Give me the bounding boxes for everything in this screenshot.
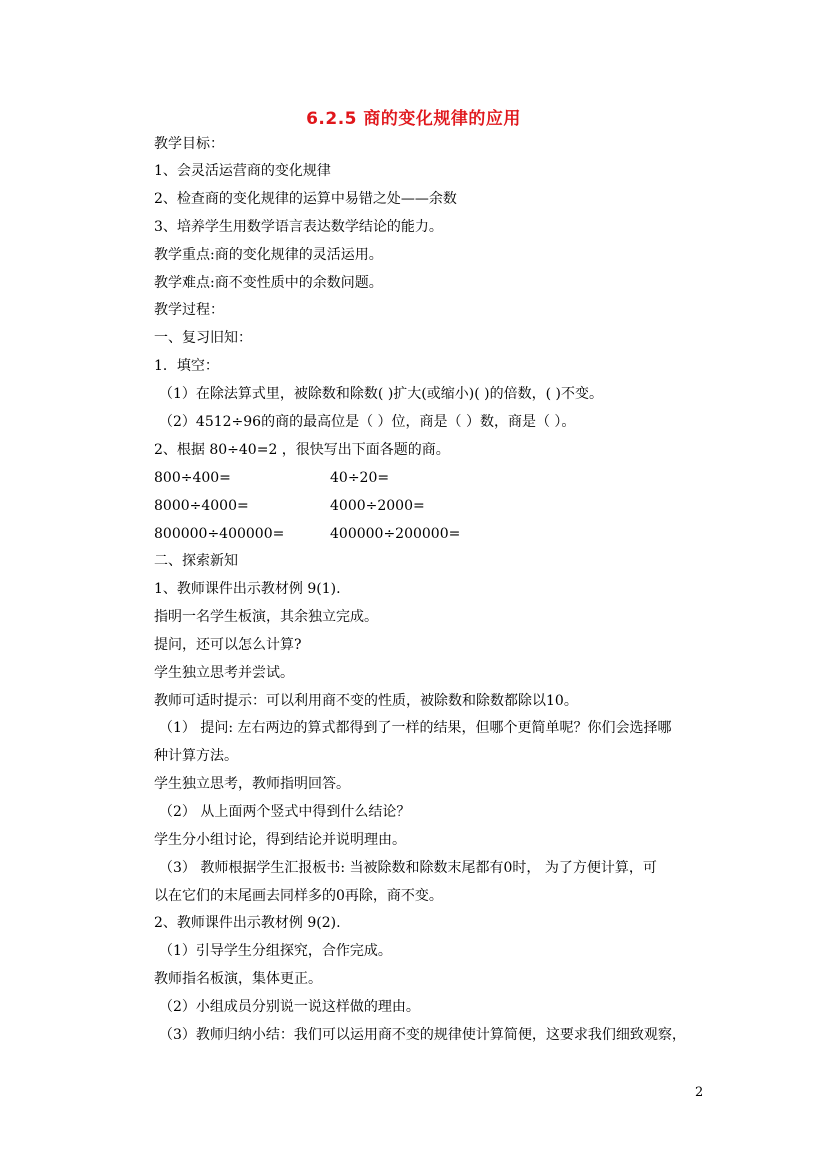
text-line: （2）小组成员分别说一说这样做的理由。 <box>159 999 420 1015</box>
text-line: 800000÷400000= <box>154 526 285 542</box>
text-line: 二、探索新知 <box>154 553 238 569</box>
text-line: 学生分小组讨论，得到结论并说明理由。 <box>154 832 406 848</box>
text-line: （1）在除法算式里，被除数和除数( )扩大(或缩小)( )的倍数，( )不变。 <box>159 386 603 402</box>
text-line: （1） 提问: 左右两边的算式都得到了一样的结果，但哪个更简单呢？你们会选择哪 <box>159 720 672 736</box>
text-line: 学生独立思考并尝试。 <box>154 665 294 681</box>
text-line: 教学重点:商的变化规律的灵活运用。 <box>154 247 383 263</box>
text-line: （3）教师归纳小结：我们可以运用商不变的规律使计算简便，这要求我们细致观察， <box>159 1027 686 1043</box>
text-line: 教师可适时提示：可以利用商不变的性质，被除数和除数都除以10。 <box>154 693 578 709</box>
text-line: 以在它们的末尾画去同样多的0再除，商不变。 <box>154 888 443 904</box>
text-line: 4000÷2000= <box>330 498 425 514</box>
text-line: （2） 从上面两个竖式中得到什么结论？ <box>159 804 411 820</box>
text-line: 种计算方法。 <box>154 748 238 764</box>
text-line: 指明一名学生板演，其余独立完成。 <box>154 609 378 625</box>
text-line: （1）引导学生分组探究，合作完成。 <box>159 943 392 959</box>
text-line: （2）4512÷96的商的最高位是（ ）位，商是（ ）数，商是（ ）。 <box>159 414 576 430</box>
page-title: 6.2.5 商的变化规律的应用 <box>306 109 521 129</box>
text-line: 教学过程： <box>154 302 224 318</box>
text-line: 2、根据 80÷40=2 ，很快写出下面各题的商。 <box>154 442 450 458</box>
text-line: 一、复习旧知： <box>154 330 252 346</box>
text-line: 40÷20= <box>330 470 390 486</box>
text-line: 1．填空： <box>154 358 219 374</box>
text-line: 400000÷200000= <box>330 526 461 542</box>
text-line: 提问，还可以怎么计算? <box>154 637 302 653</box>
text-line: （3） 教师根据学生汇报板书: 当被除数和除数末尾都有0时， 为了方便计算，可 <box>159 860 657 876</box>
page-number: 2 <box>695 1085 704 1100</box>
text-line: 2、检查商的变化规律的运算中易错之处——余数 <box>154 191 457 207</box>
text-line: 教学难点:商不变性质中的余数问题。 <box>154 275 383 291</box>
text-line: 学生独立思考，教师指明回答。 <box>154 776 350 792</box>
text-line: 800÷400= <box>154 470 231 486</box>
text-line: 教师指名板演，集体更正。 <box>154 971 322 987</box>
text-line: 8000÷4000= <box>154 498 249 514</box>
text-line: 1、教师课件出示教材例 9(1). <box>154 581 341 597</box>
text-line: 2、教师课件出示教材例 9(2). <box>154 915 341 931</box>
text-line: 1、会灵活运营商的变化规律 <box>154 163 331 179</box>
text-line: 3、培养学生用数学语言表达数学结论的能力。 <box>154 219 443 235</box>
text-line: 教学目标： <box>154 136 224 152</box>
